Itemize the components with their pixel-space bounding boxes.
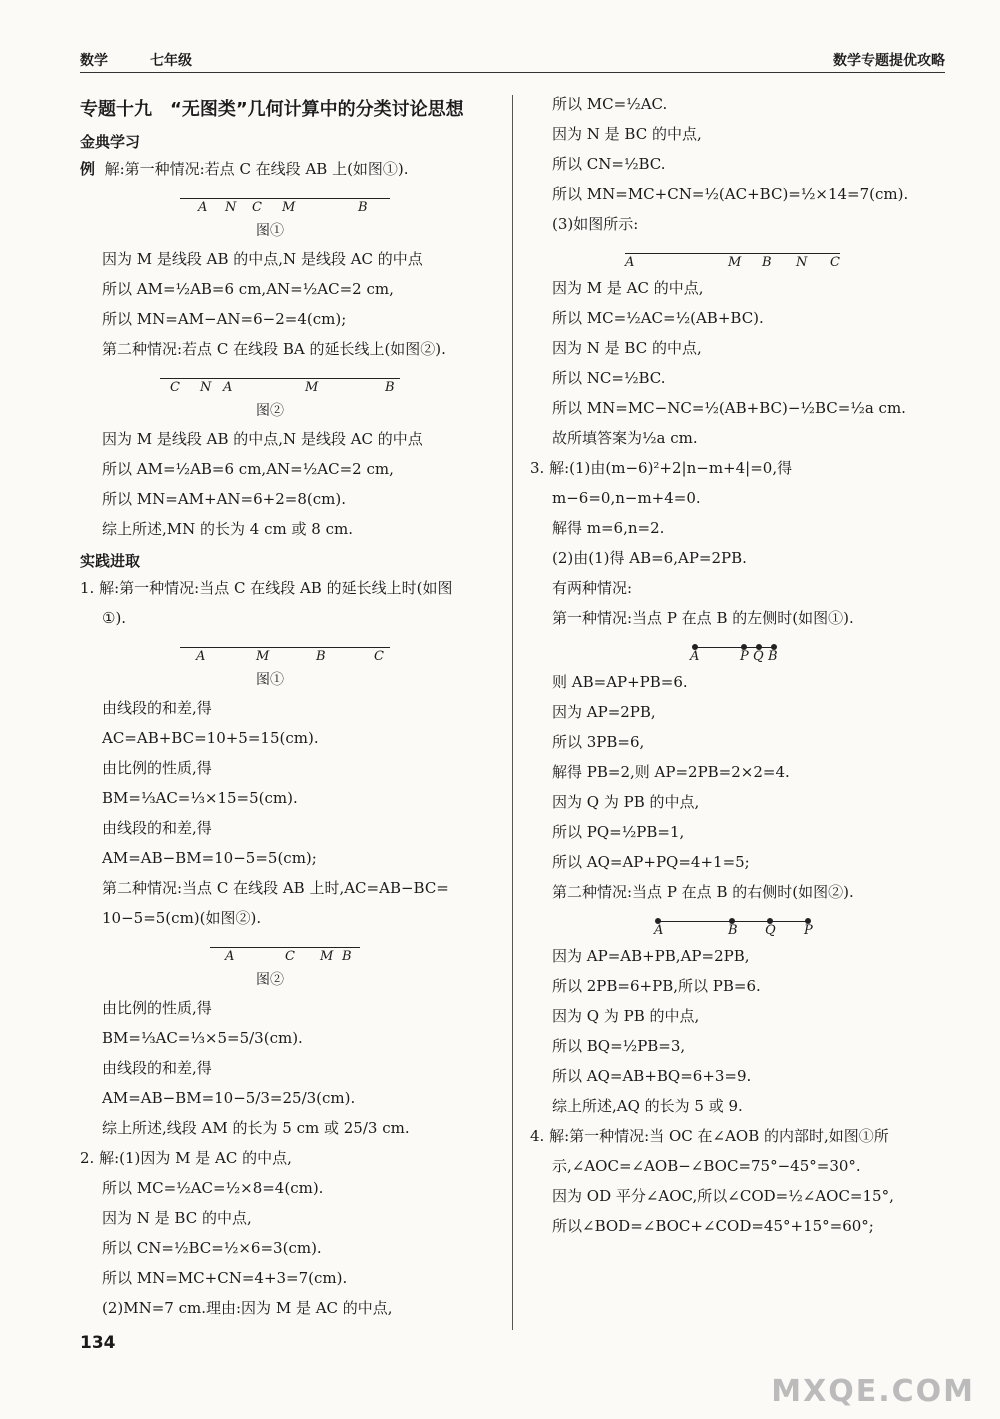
point-label: B	[762, 255, 772, 270]
point-label: A	[690, 649, 700, 664]
text-line: 第二种情况:若点 C 在线段 BA 的延长线上(如图②).	[102, 340, 446, 358]
column-divider	[512, 95, 513, 1330]
text-line: 1. 解:第一种情况:当点 C 在线段 AB 的延长线上时(如图	[80, 579, 453, 597]
text-line: 4. 解:第一种情况:当 OC 在∠AOB 的内部时,如图①所	[530, 1127, 889, 1145]
figure-segment	[530, 245, 950, 275]
point-label: P	[804, 923, 813, 938]
text-line: 所以 MC=½AC=½(AB+BC).	[552, 309, 764, 327]
point-label: C	[252, 200, 262, 215]
watermark-logo: MXQE.COM	[771, 1374, 975, 1409]
point-label: C	[170, 380, 180, 395]
text-line: 所以 MC=½AC.	[552, 95, 668, 113]
text-line: 因为 Q 为 PB 的中点,	[552, 793, 700, 811]
point-label: Q	[753, 649, 764, 664]
text-line: 所以∠BOD=∠BOC+∠COD=45°+15°=60°;	[552, 1217, 874, 1235]
text-line: 因为 Q 为 PB 的中点,	[552, 1007, 700, 1025]
point-label: B	[342, 949, 352, 964]
text-line: 因为 N 是 BC 的中点,	[552, 339, 702, 357]
point-label: N	[796, 255, 808, 270]
text-line: 所以 MN=AM−AN=6−2=4(cm);	[102, 310, 347, 328]
text-line: 因为 OD 平分∠AOC,所以∠COD=½∠AOC=15°,	[552, 1187, 894, 1205]
text-line: 因为 N 是 BC 的中点,	[552, 125, 702, 143]
text-line: 所以 BQ=½PB=3,	[552, 1037, 686, 1055]
figure-caption: 图②	[256, 972, 284, 988]
text-line: 故所填答案为½a cm.	[552, 429, 698, 447]
text-line: 解:第一种情况:若点 C 在线段 AB 上(如图①).	[104, 160, 409, 178]
figure-caption: 图①	[256, 672, 284, 688]
header-rule	[80, 72, 945, 73]
example-label: 例	[80, 160, 96, 178]
figure-caption: 图①	[256, 223, 284, 239]
section-title: 专题十九 “无图类”几何计算中的分类讨论思想	[80, 99, 464, 120]
text-line: 第二种情况:当点 P 在点 B 的右侧时(如图②).	[552, 883, 854, 901]
text-line: ①).	[102, 609, 127, 627]
point-label: B	[768, 649, 778, 664]
text-line: 因为 AP=AB+PB,AP=2PB,	[552, 947, 750, 965]
figure-segment	[530, 639, 950, 669]
text-line: 因为 M 是线段 AB 的中点,N 是线段 AC 的中点	[102, 250, 423, 268]
text-line: 由比例的性质,得	[102, 999, 212, 1017]
text-line: 综上所述,AQ 的长为 5 或 9.	[552, 1097, 743, 1115]
text-line: 因为 M 是线段 AB 的中点,N 是线段 AC 的中点	[102, 430, 423, 448]
text-line: 有两种情况:	[552, 579, 633, 597]
text-line: (2)由(1)得 AB=6,AP=2PB.	[552, 549, 747, 567]
text-line: 因为 AP=2PB,	[552, 703, 656, 721]
text-line: 所以 CN=½BC=½×6=3(cm).	[102, 1239, 322, 1257]
figure-caption: 图②	[256, 403, 284, 419]
text-line: 由线段的和差,得	[102, 699, 212, 717]
point-label: P	[740, 649, 749, 664]
text-line: 第一种情况:当点 P 在点 B 的左侧时(如图①).	[552, 609, 854, 627]
point-label: M	[728, 255, 742, 270]
text-line: 所以 AM=½AB=6 cm,AN=½AC=2 cm,	[102, 460, 394, 478]
point-label: M	[320, 949, 334, 964]
text-line: 10−5=5(cm)(如图②).	[102, 909, 262, 927]
right-column	[530, 95, 950, 1247]
figure-segment	[530, 913, 950, 943]
text-line: 所以 MN=MC+CN=4+3=7(cm).	[102, 1269, 348, 1287]
text-line: AM=AB−BM=10−5=5(cm);	[102, 849, 317, 867]
text-line: 所以 MC=½AC=½×8=4(cm).	[102, 1179, 324, 1197]
header-series: 数学专题提优攻略	[833, 53, 945, 69]
text-line: 因为 N 是 BC 的中点,	[102, 1209, 252, 1227]
text-line: 所以 MN=MC+CN=½(AC+BC)=½×14=7(cm).	[552, 185, 909, 203]
figure-segment	[80, 370, 500, 400]
point-label: B	[385, 380, 395, 395]
point-label: C	[285, 949, 295, 964]
text-line: 所以 MN=MC−NC=½(AB+BC)−½BC=½a cm.	[552, 399, 906, 417]
point-label: A	[223, 380, 233, 395]
text-line: 综上所述,线段 AM 的长为 5 cm 或 25/3 cm.	[102, 1119, 410, 1137]
text-line: AM=AB−BM=10−5/3=25/3(cm).	[102, 1089, 356, 1107]
text-line: 所以 2PB=6+PB,所以 PB=6.	[552, 977, 761, 995]
header-grade: 七年级	[150, 53, 192, 69]
text-line: BM=⅓AC=⅓×15=5(cm).	[102, 789, 298, 807]
point-label: C	[374, 649, 384, 664]
subsection-heading: 实践进取	[80, 552, 141, 570]
point-label: Q	[765, 923, 776, 938]
figure-segment	[80, 939, 500, 969]
text-line: 3. 解:(1)由(m−6)²+2|n−m+4|=0,得	[530, 459, 793, 477]
text-line: 所以 MN=AM+AN=6+2=8(cm).	[102, 490, 346, 508]
text-line: (2)MN=7 cm.理由:因为 M 是 AC 的中点,	[102, 1299, 393, 1317]
text-line: 所以 CN=½BC.	[552, 155, 666, 173]
text-line: 由线段的和差,得	[102, 819, 212, 837]
text-line: 第二种情况:当点 C 在线段 AB 上时,AC=AB−BC=	[102, 879, 449, 897]
point-label: A	[225, 949, 235, 964]
point-label: B	[316, 649, 326, 664]
text-line: 则 AB=AP+PB=6.	[552, 673, 688, 691]
point-label: A	[198, 200, 208, 215]
text-line: BM=⅓AC=⅓×5=5/3(cm).	[102, 1029, 303, 1047]
point-label: A	[196, 649, 206, 664]
text-line: AC=AB+BC=10+5=15(cm).	[102, 729, 319, 747]
text-line: 所以 AM=½AB=6 cm,AN=½AC=2 cm,	[102, 280, 394, 298]
point-label: B	[728, 923, 738, 938]
figure-segment	[80, 190, 500, 220]
point-label: M	[305, 380, 319, 395]
text-line: 2. 解:(1)因为 M 是 AC 的中点,	[80, 1149, 292, 1167]
point-label: N	[200, 380, 212, 395]
point-label: B	[358, 200, 368, 215]
text-line: 综上所述,MN 的长为 4 cm 或 8 cm.	[102, 520, 353, 538]
point-label: N	[225, 200, 237, 215]
text-line: 由线段的和差,得	[102, 1059, 212, 1077]
text-line: 解得 m=6,n=2.	[552, 519, 665, 537]
point-label: M	[256, 649, 270, 664]
text-line: 所以 NC=½BC.	[552, 369, 666, 387]
text-line: 示,∠AOC=∠AOB−∠BOC=75°−45°=30°.	[552, 1157, 861, 1175]
text-line: m−6=0,n−m+4=0.	[552, 489, 701, 507]
point-label: M	[282, 200, 296, 215]
figure-segment	[80, 639, 500, 669]
text-line: 因为 M 是 AC 的中点,	[552, 279, 704, 297]
point-label: A	[625, 255, 635, 270]
left-column	[80, 95, 500, 1329]
text-line: 所以 3PB=6,	[552, 733, 645, 751]
text-line: 由比例的性质,得	[102, 759, 212, 777]
point-label: C	[830, 255, 840, 270]
point-label: A	[654, 923, 664, 938]
text-line: (3)如图所示:	[552, 215, 639, 233]
subsection-heading: 金典学习	[80, 133, 141, 151]
header-subject: 数学	[80, 53, 108, 69]
text-line: 所以 PQ=½PB=1,	[552, 823, 685, 841]
text-line: 解得 PB=2,则 AP=2PB=2×2=4.	[552, 763, 790, 781]
text-line: 所以 AQ=AB+BQ=6+3=9.	[552, 1067, 752, 1085]
page-number: 134	[80, 1333, 116, 1353]
text-line: 所以 AQ=AP+PQ=4+1=5;	[552, 853, 750, 871]
